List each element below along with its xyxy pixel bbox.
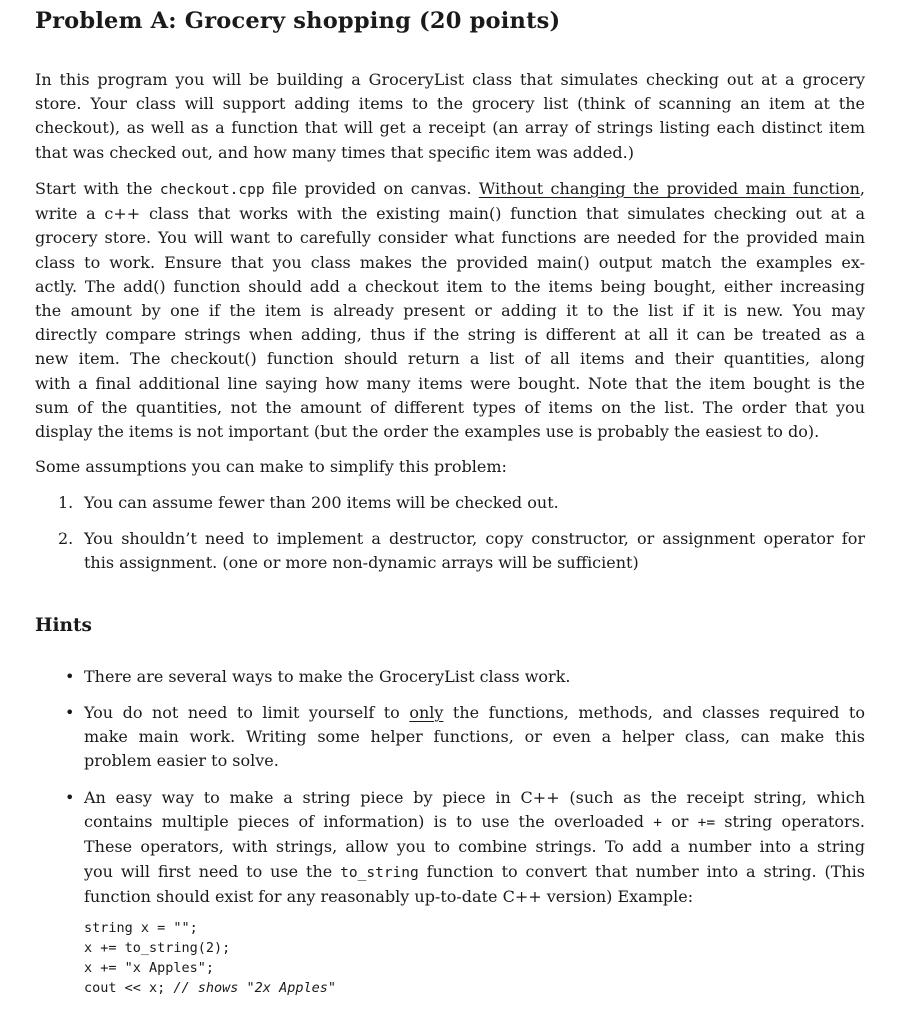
text-line: There are several ways to make the GroceryList class work. xyxy=(84,667,571,686)
bullet-icon: • xyxy=(65,703,75,722)
text-line: make main work. Writing some helper functions, or even a helper class, can make this xyxy=(84,727,865,747)
page-title: Problem A: Grocery shopping (20 points) xyxy=(35,8,561,34)
code-line: cout << x; // shows "2x Apples" xyxy=(84,980,336,996)
inline-code: to_string xyxy=(340,864,419,881)
text-line: You can assume fewer than 200 items will be checked out. xyxy=(84,493,559,512)
inline-code: checkout.cpp xyxy=(159,182,265,198)
text-line: class to work. Ensure that you class makes the provided main() output match the examples ex- xyxy=(35,252,865,272)
text-line: this assignment. (one or more non-dynamic arrays will be sufficient) xyxy=(84,553,639,573)
text-line: write a c++ class that works with the existing main() function that simulates checking out at a xyxy=(35,204,865,224)
instructions-paragraph xyxy=(35,177,865,444)
assumptions-intro: Some assumptions you can make to simplify this problem: xyxy=(35,457,507,476)
text-line: new item. The checkout() function should return a list of all items and their quantities, along xyxy=(35,349,865,369)
intro-paragraph xyxy=(35,68,865,165)
bullet-icon: • xyxy=(65,667,75,686)
text-line: you will first need to use the to_string function to convert that number into a string. (This xyxy=(84,861,866,881)
text-line: actly. The add() function should add a checkout item to the items being bought, either increasing xyxy=(35,276,865,296)
underlined-text: Without changing the provided main function xyxy=(478,179,860,198)
text-line: These operators, with strings, allow you to combine strings. To add a number into a string xyxy=(84,837,865,857)
text-line: You shouldn’t need to implement a destructor, copy constructor, or assignment operator for xyxy=(84,529,865,548)
inline-code: += xyxy=(697,815,716,832)
code-line: string x = ""; xyxy=(84,920,198,936)
text-line: An easy way to make a string piece by piece in C++ (such as the receipt string, which xyxy=(84,788,865,807)
bullet-icon: • xyxy=(65,788,75,807)
text-line: with a final additional line saying how many items were bought. Note that the item bought is the xyxy=(35,373,865,393)
text-line: In this program you will be building a GroceryList class that simulates checking out at a grocery xyxy=(35,70,865,89)
code-block xyxy=(84,918,336,998)
text-line: contains multiple pieces of information) is to use the overloaded + or += string operators. xyxy=(84,812,865,832)
text-line: Start with the checkout.cpp file provided on canvas. Without changing the provided main function, xyxy=(35,179,866,198)
text-line: checkout), as well as a function that will get a receipt (an array of strings listing each distinct item xyxy=(35,118,865,138)
list-number: 1. xyxy=(58,493,74,512)
text-line: directly compare strings when adding, thus if the string is different at all it can be treated as a xyxy=(35,325,865,345)
text-line: You do not need to limit yourself to only the functions, methods, and classes required to xyxy=(84,703,865,722)
text-line: problem easier to solve. xyxy=(84,751,279,771)
inline-code: + xyxy=(653,815,662,832)
text-line: grocery store. You will want to carefully consider what functions are needed for the provided main xyxy=(35,228,865,248)
list-number: 2. xyxy=(58,529,74,548)
hints-heading: Hints xyxy=(35,615,92,636)
text-line: the amount by one if the item is already present or adding it to the list if it is new. You may xyxy=(35,301,865,321)
code-line: x += to_string(2); xyxy=(84,940,231,956)
code-comment: // shows "2x Apples" xyxy=(173,980,336,996)
text-line: function should exist for any reasonably up-to-date C++ version) Example: xyxy=(84,886,694,906)
underlined-text: only xyxy=(409,703,444,722)
text-line: display the items is not important (but the order the examples use is probably the easiest to do). xyxy=(35,422,820,442)
text-line: that was checked out, and how many times that specific item was added.) xyxy=(35,142,634,162)
code-line: x += "x Apples"; xyxy=(84,960,215,976)
text-line: sum of the quantities, not the amount of different types of items on the list. The order that you xyxy=(35,397,865,417)
text-line: store. Your class will support adding items to the grocery list (think of scanning an item at the xyxy=(35,94,865,114)
